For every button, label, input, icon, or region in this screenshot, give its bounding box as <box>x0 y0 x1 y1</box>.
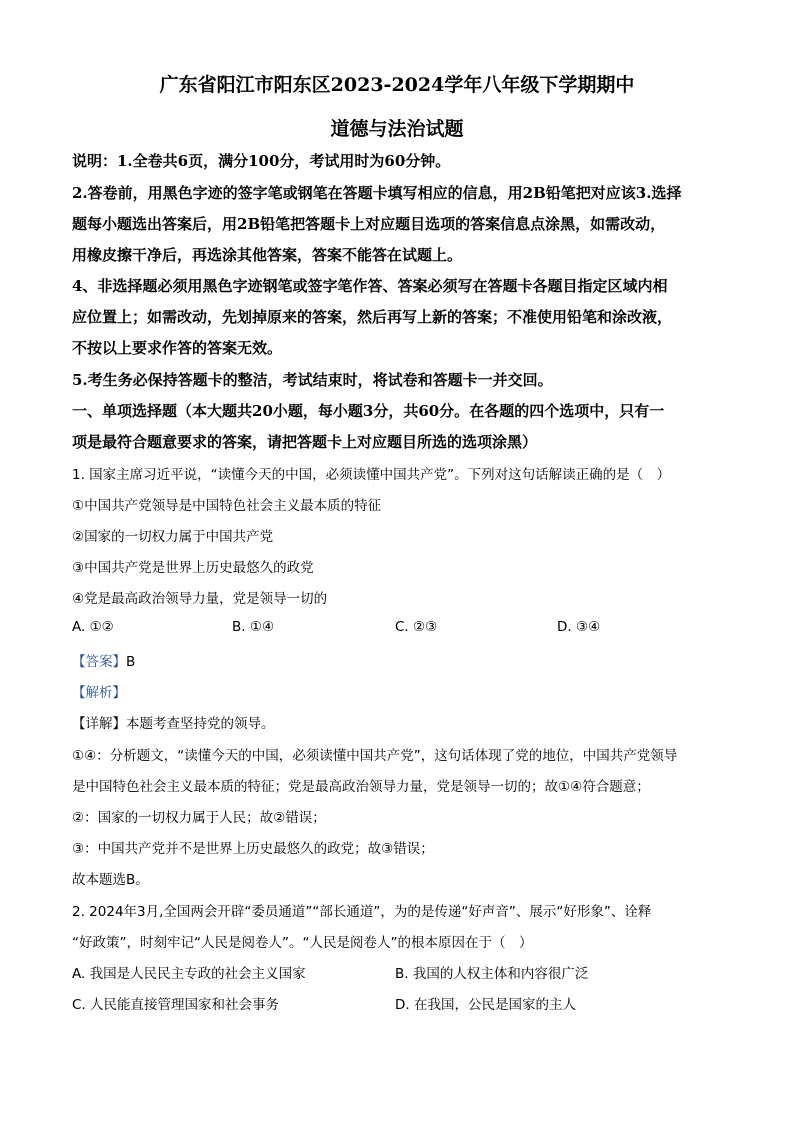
section-heading-line: 一、单项选择题（本大题共20小题，每小题3分，共60分。在各题的四个选项中，只有一 <box>72 402 665 420</box>
option-a: A. 我国是人民民主专政的社会主义国家 <box>72 966 306 982</box>
option-d: D. ③④ <box>557 619 601 635</box>
question-stem: “好政策”，时刻牢记“人民是阅卷人”。“人民是阅卷人”的根本原因在于（ ） <box>72 935 533 951</box>
explanation-line: ③：中国共产党并不是世界上历史最悠久的政党；故③错误； <box>72 841 434 857</box>
instruction-line: 应位置上；如需改动，先划掉原来的答案，然后再写上新的答案；不准使用铅笔和涂改液， <box>72 308 673 326</box>
detail-tag: 【详解】 <box>72 716 126 732</box>
instruction-line: 4、非选择题必须用黑色字迹钢笔或签字笔作答、答案必须写在答题卡各题目指定区域内相 <box>72 277 668 295</box>
instruction-line: 用橡皮擦干净后，再选涂其他答案，答案不能答在试题上。 <box>72 246 463 264</box>
section-heading-line: 项是最符合题意要求的答案，请把答题卡上对应题目所选的选项涂黑） <box>72 433 538 451</box>
explanation-line: 故本题选B。 <box>72 872 149 888</box>
explanation-line: ②：国家的一切权力属于人民；故②错误； <box>72 810 326 826</box>
option-b: B. ①④ <box>232 619 275 635</box>
answer-value: B <box>126 654 136 670</box>
question-item: ①中国共产党领导是中国特色社会主义最本质的特征 <box>72 498 382 514</box>
explanation-line: 是中国特色社会主义最本质的特征；党是最高政治领导力量，党是领导一切的；故①④符合题意； <box>72 779 650 795</box>
detail-text: 本题考查坚持党的领导。 <box>126 716 275 732</box>
option-c: C. 人民能直接管理国家和社会事务 <box>72 997 280 1013</box>
question-item: ④党是最高政治领导力量，党是领导一切的 <box>72 591 328 607</box>
question-stem: 1. 国家主席习近平说，“读懂今天的中国，必须读懂中国共产党”。下列对这句话解读正确的是（ ） <box>72 467 671 483</box>
explanation-line: ①④：分析题文，“读懂今天的中国，必须读懂中国共产党”，这句话体现了党的地位，中国共产党领导 <box>72 748 678 764</box>
analysis-tag: 【解析】 <box>72 685 126 701</box>
option-b: B. 我国的人权主体和内容很广泛 <box>395 966 589 982</box>
instruction-line: 2.答卷前，用黑色字迹的签字笔或钢笔在答题卡填写相应的信息，用2B铅笔把对应该3.选择 <box>72 184 682 202</box>
question-item: ③中国共产党是世界上历史最悠久的政党 <box>72 560 314 576</box>
exam-title: 广东省阳江市阳东区2023-2024学年八年级下学期期中 <box>159 74 635 96</box>
answer-tag: 【答案】 <box>72 654 126 670</box>
option-d: D. 在我国，公民是国家的主人 <box>395 997 576 1013</box>
analysis-line <box>72 681 126 701</box>
detail-line <box>72 712 275 732</box>
instruction-line: 题每小题选出答案后，用2B铅笔把答题卡上对应题目选项的答案信息点涂黑，如需改动， <box>72 215 666 233</box>
question-item: ②国家的一切权力属于中国共产党 <box>72 529 274 545</box>
exam-subtitle: 道德与法治试题 <box>330 118 464 140</box>
instruction-line: 说明：1.全卷共6页，满分100分，考试用时为60分钟。 <box>72 152 451 170</box>
question-stem: 2. 2024年3月,全国两会开辟“委员通道”“部长通道”，为的是传递“好声音”、展示“好形象”、诠释 <box>72 904 652 920</box>
instruction-line: 不按以上要求作答的答案无效。 <box>72 339 283 357</box>
answer-line <box>72 650 135 670</box>
option-a: A. ①② <box>72 619 114 635</box>
option-c: C. ②③ <box>395 619 438 635</box>
instruction-line: 5.考生务必保持答题卡的整洁，考试结束时，将试卷和答题卡一并交回。 <box>72 371 553 389</box>
